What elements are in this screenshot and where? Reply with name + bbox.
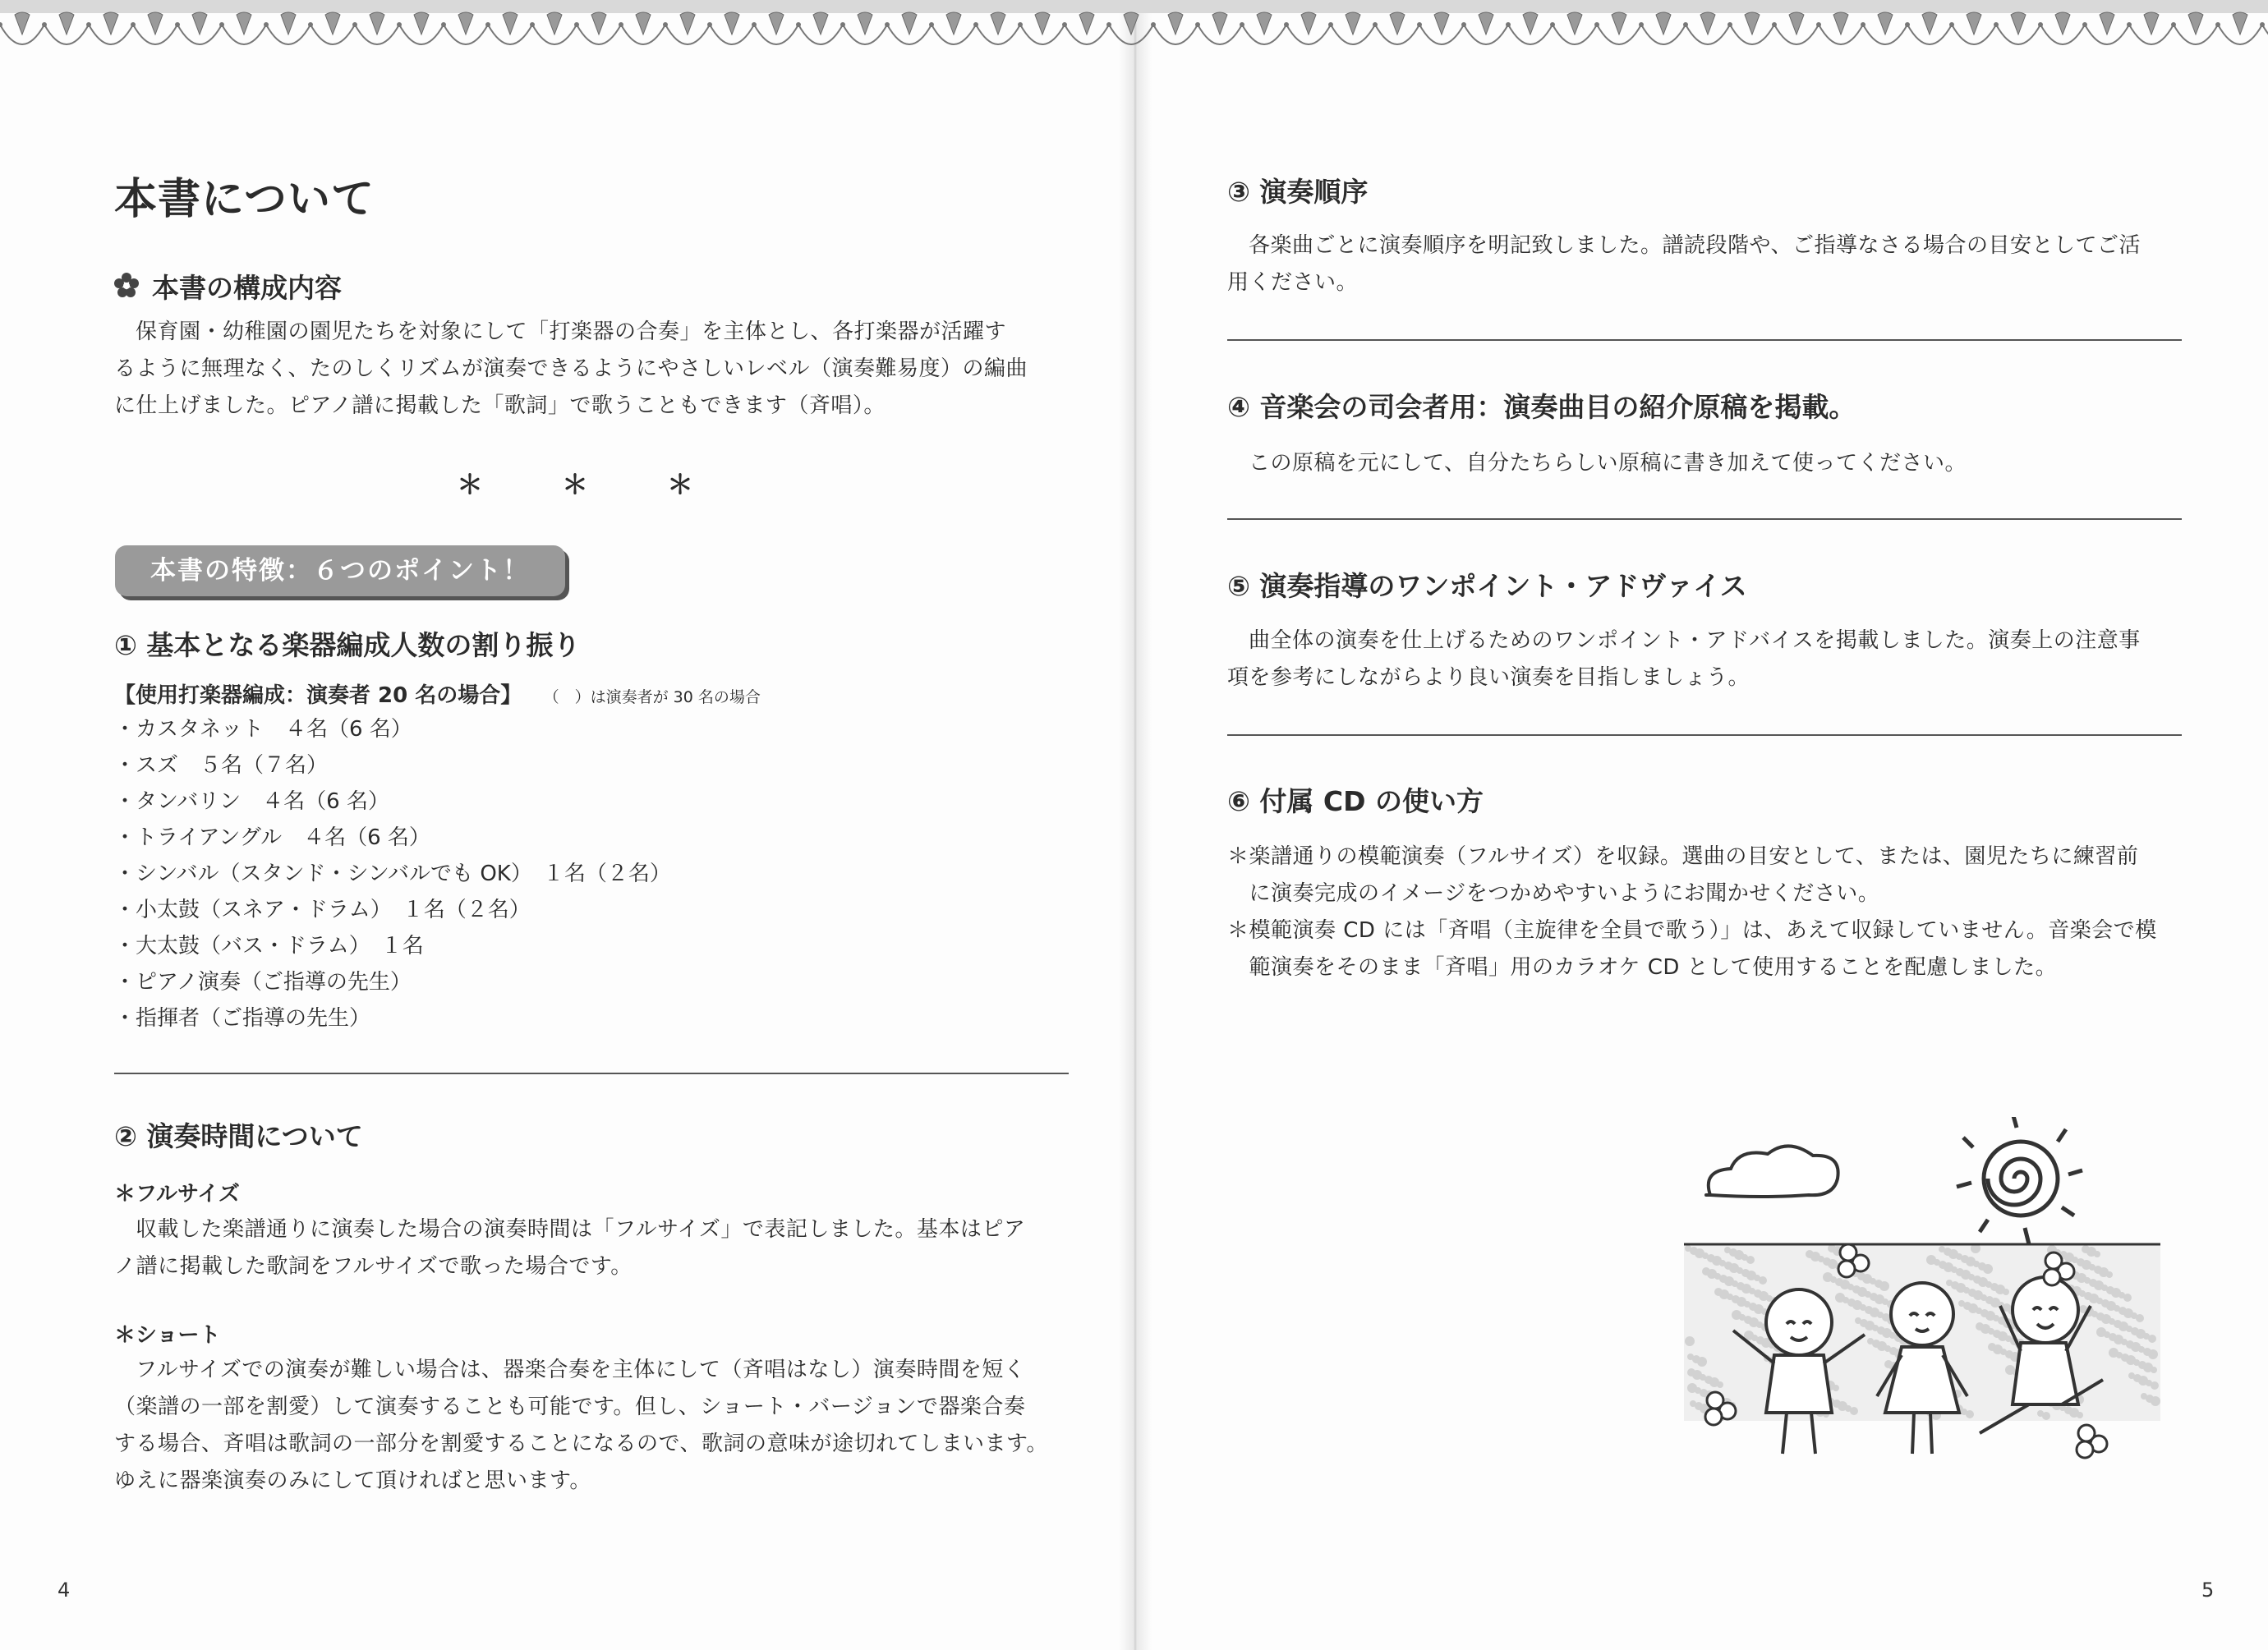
fullsize-label: ＊フルサイズ: [114, 1182, 240, 1206]
list-item: ・カスタネット ４名（6 名）: [114, 717, 412, 742]
section-divider-stars: ＊ ＊ ＊: [457, 469, 694, 500]
point2-heading: ② 演奏時間について: [114, 1120, 363, 1152]
paragraph-line: 収載した楽譜通りに演奏した場合の演奏時間は「フルサイズ」で表記しました。基本はピア: [136, 1217, 1026, 1242]
point6-heading: ⑥ 付属 CD の使い方: [1227, 785, 1484, 817]
point4-heading: ④ 音楽会の司会者用：演奏曲目の紹介原稿を掲載。: [1227, 391, 1856, 423]
list-item: ・スズ ５名（７名）: [114, 753, 329, 778]
list-item: ・小太鼓（スネア・ドラム） １名（２名）: [114, 898, 531, 922]
list-item: ・シンバル（スタンド・シンバルでも OK） １名（２名）: [114, 862, 671, 886]
cloud-icon: [1706, 1146, 1838, 1197]
short-label: ＊ショート: [114, 1323, 221, 1348]
instrument-list: [114, 711, 671, 1036]
paragraph-line: 各楽曲ごとに演奏順序を明記致しました。譜読段階や、ご指導なさる場合の目安としてご活: [1249, 233, 2141, 258]
point5-paragraph: [1227, 623, 2197, 696]
section-divider: [1227, 734, 2182, 736]
point5-heading: ⑤ 演奏指導のワンポイント・アドヴァイス: [1227, 570, 1747, 602]
instrument-setup-subheading: 【使用打楽器編成：演奏者 20 名の場合】: [114, 683, 522, 708]
point3-paragraph: [1227, 228, 2197, 301]
section-heading-contents: [114, 267, 342, 306]
page-gutter: [1119, 0, 1152, 1650]
list-item: ・トライアングル ４名（6 名）: [114, 825, 430, 850]
paragraph-line: 項を参考にしながらより良い演奏を目指しましょう。: [1227, 665, 1750, 690]
point4-paragraph: [1227, 445, 2197, 482]
cd-usage-list: [1227, 839, 2197, 986]
section-divider: [114, 1073, 1069, 1074]
paragraph-line: に仕上げました。ピアノ譜に掲載した「歌詞」で歌うこともできます（斉唱）。: [114, 393, 886, 418]
point3-heading: ③ 演奏順序: [1227, 176, 1369, 208]
sun-icon: [1957, 1117, 2082, 1244]
page-title: 本書について: [114, 175, 375, 224]
paragraph-line: する場合、斉唱は歌詞の一部分を割愛することになるので、歌詞の意味が途切れてしまいます。: [114, 1432, 1048, 1456]
paragraph-line: 用ください。: [1227, 270, 1359, 295]
flower-bullet-icon: [114, 272, 142, 304]
list-item: ・タンバリン ４名（6 名）: [114, 789, 389, 814]
page-number-right: 5: [2201, 1579, 2215, 1602]
instrument-setup-header: [114, 678, 761, 715]
paragraph-line: ノ譜に掲載した歌詞をフルサイズで歌った場合です。: [114, 1254, 633, 1279]
paragraph-line: この原稿を元にして、自分たちらしい原稿に書き加えて使ってください。: [1249, 451, 1967, 476]
border-scallops: [0, 12, 2268, 44]
short-paragraph: [114, 1352, 1083, 1500]
scalloped-border-decoration: [0, 0, 2268, 78]
list-item: 範演奏をそのまま「斉唱」用のカラオケ CD として使用することを配慮しました。: [1227, 955, 2058, 980]
page-number-left: 4: [58, 1579, 71, 1602]
instrument-setup-note: （ ）は演奏者が 30 名の場合: [543, 688, 761, 706]
section-heading-label: 本書の構成内容: [152, 272, 342, 304]
paragraph-line: 保育園・幼稚園の園児たちを対象にして「打楽器の合奏」を主体とし、各打楽器が活躍す: [136, 319, 1007, 344]
list-item: ・大太鼓（バス・ドラム） １名: [114, 934, 424, 958]
list-item: ＊模範演奏 CD には「斉唱（主旋律を全員で歌う）」は、あえて収録していません。音楽会で模: [1227, 918, 2157, 943]
list-item: に演奏完成のイメージをつかめやすいようにお聞かせください。: [1227, 881, 1880, 906]
feature-badge: [115, 545, 565, 596]
children-playing-illustration: [1676, 1117, 2169, 1478]
contents-paragraph: [114, 314, 1083, 425]
paragraph-line: フルサイズでの演奏が難しい場合は、器楽合奏を主体にして（斉唱はなし）演奏時間を短く: [136, 1358, 1026, 1382]
paragraph-line: ゆえに器楽演奏のみにして頂ければと思います。: [114, 1468, 591, 1493]
point1-heading: ① 基本となる楽器編成人数の割り振り: [114, 629, 581, 661]
feature-badge-label: 本書の特徴：６つのポイント！: [150, 556, 530, 586]
section-divider: [1227, 518, 2182, 520]
paragraph-line: （楽譜の一部を割愛）して演奏することも可能です。但し、ショート・バージョンで器楽合奏: [114, 1395, 1026, 1419]
fullsize-paragraph: [114, 1211, 1083, 1285]
list-item: ・ピアノ演奏（ご指導の先生）: [114, 970, 412, 995]
list-item: ＊楽譜通りの模範演奏（フルサイズ）を収録。選曲の目安として、または、園児たちに練習前: [1227, 844, 2139, 869]
paragraph-line: 曲全体の演奏を仕上げるためのワンポイント・アドバイスを掲載しました。演奏上の注意事: [1249, 628, 2141, 653]
paragraph-line: るように無理なく、たのしくリズムが演奏できるようにやさしいレベル（演奏難易度）の編曲: [114, 356, 1028, 381]
list-item: ・指揮者（ご指導の先生）: [114, 1006, 371, 1031]
section-divider: [1227, 339, 2182, 341]
